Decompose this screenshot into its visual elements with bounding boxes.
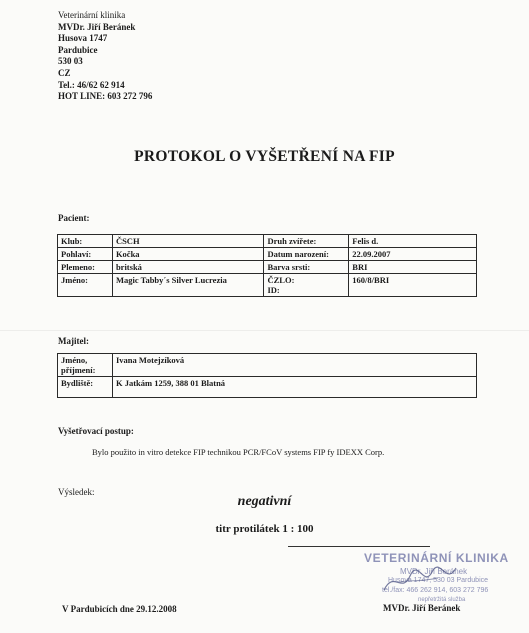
- cell-value: ČSCH: [112, 235, 264, 248]
- owner-name-value: Ivana Motejzíková: [112, 354, 476, 377]
- cell-label: Datum narození:: [264, 248, 349, 261]
- clinic-line-zip: 530 03: [58, 56, 83, 67]
- cell-value: BRI: [349, 261, 477, 274]
- method-text: Bylo použito in vitro detekce FIP technikou PCR/FCoV systems FIP fy IDEXX Corp.: [92, 447, 385, 457]
- table-row: [58, 248, 477, 261]
- stamp-line-1: VETERINÁRNÍ KLINIKA: [364, 551, 509, 565]
- owner-name-label-1: Jméno,: [61, 355, 88, 365]
- cell-value: Magic Tabby´s Silver Lucrezia: [112, 274, 264, 297]
- paper-fold: [0, 330, 529, 331]
- owner-label: Majitel:: [58, 336, 89, 346]
- cell-label: Barva srsti:: [264, 261, 349, 274]
- clinic-header: [58, 10, 152, 103]
- table-row: [58, 354, 477, 377]
- clinic-line-city: Pardubice: [58, 44, 98, 55]
- cell-label: Jméno:: [58, 274, 113, 297]
- cell-label: Plemeno:: [58, 261, 113, 274]
- result-label: Výsledek:: [58, 487, 95, 497]
- owner-address-label: Bydliště:: [58, 377, 113, 398]
- result-value: negativní: [237, 494, 292, 509]
- stamp-line-5: nepřetržitá služba: [418, 597, 466, 603]
- stamp-line-4: tel./fax: 466 262 914, 603 272 796: [382, 587, 489, 594]
- cell-value: 22.09.2007: [349, 248, 477, 261]
- czlo-label: ČZLO:: [267, 275, 295, 285]
- method-label: Vyšetřovací postup:: [58, 426, 134, 436]
- clinic-line-vet: MVDr. Jiří Beránek: [58, 21, 136, 32]
- cell-label-czlo: [264, 274, 349, 297]
- signature-name: MVDr. Jiří Beránek: [383, 603, 461, 613]
- cell-value: Kočka: [112, 248, 264, 261]
- signature-line: [288, 546, 430, 547]
- cell-value: Felis d.: [349, 235, 477, 248]
- cell-label: Klub:: [58, 235, 113, 248]
- stamp-line-3: Husova 1747, 530 03 Pardubice: [388, 577, 489, 584]
- clinic-line-hotline: HOT LINE: 603 272 796: [58, 91, 153, 102]
- table-row: [58, 274, 477, 297]
- owner-address-value: K Jatkám 1259, 388 01 Blatná: [112, 377, 476, 398]
- patient-label: Pacient:: [58, 213, 90, 223]
- clinic-line-country: CZ: [58, 67, 71, 78]
- cell-label: Druh zvířete:: [264, 235, 349, 248]
- table-row: [58, 377, 477, 398]
- owner-name-label-2: příjmení:: [61, 365, 96, 375]
- clinic-line-name: Veterinární klinika: [58, 10, 126, 20]
- owner-table: [57, 353, 477, 398]
- titer-value: titr protilátek 1 : 100: [215, 523, 314, 535]
- patient-table: [57, 234, 477, 297]
- cell-value: 160/8/BRI: [349, 274, 477, 297]
- table-row: [58, 261, 477, 274]
- place-date: V Pardubicích dne 29.12.2008: [62, 604, 177, 614]
- table-row: [58, 235, 477, 248]
- stamp-line-2: MVDr. Jiří Beránek: [400, 567, 468, 576]
- cell-value: britská: [112, 261, 264, 274]
- document-title: PROTOKOL O VYŠETŘENÍ NA FIP: [134, 148, 395, 165]
- cell-label: Pohlaví:: [58, 248, 113, 261]
- id-label: ID:: [267, 285, 280, 295]
- clinic-line-street: Husova 1747: [58, 33, 108, 44]
- clinic-line-phone: Tel.: 46/62 62 914: [58, 79, 125, 90]
- handwritten-signature: [380, 560, 460, 600]
- owner-name-label: [58, 354, 113, 377]
